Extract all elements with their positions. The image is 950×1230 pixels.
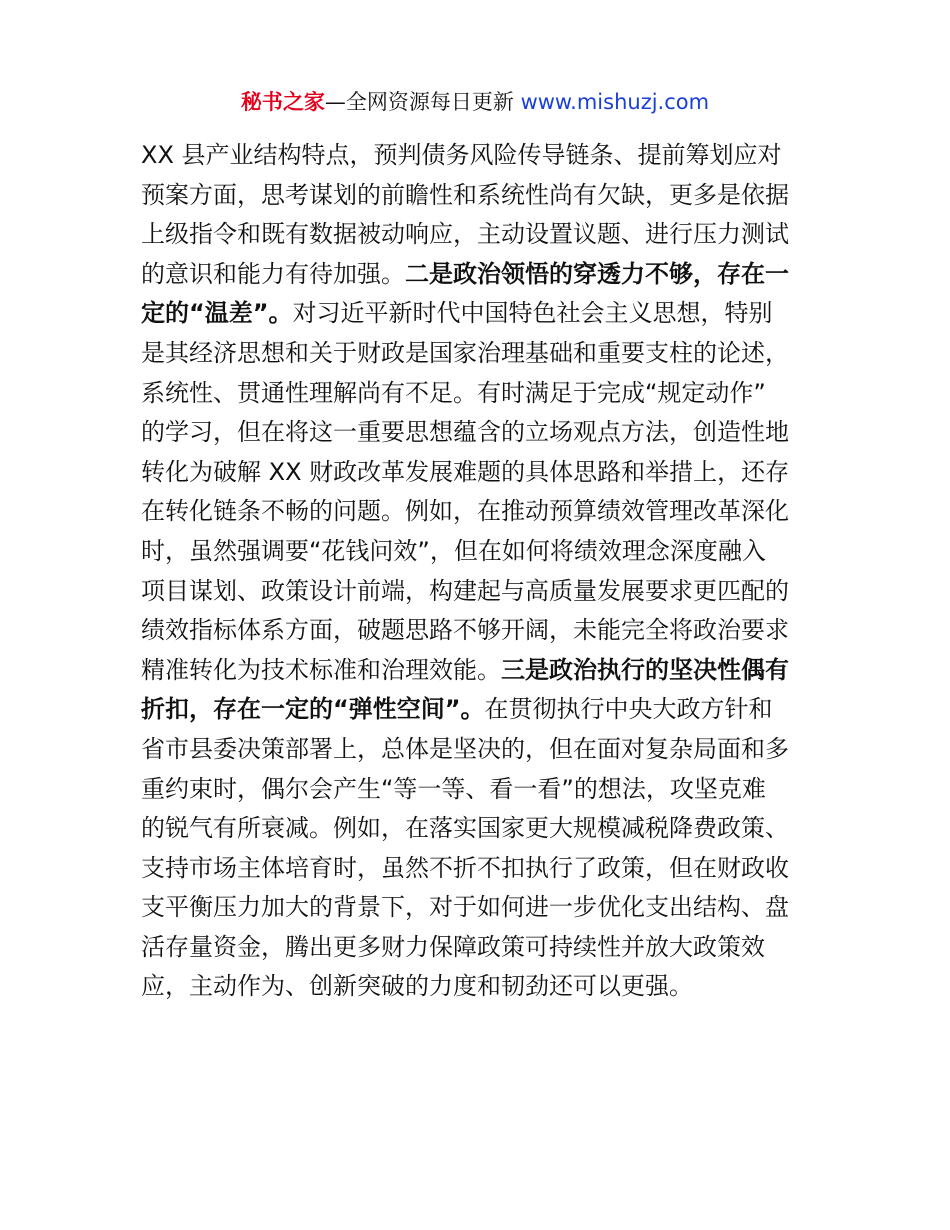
site-url-link[interactable]: www.mishuzj.com <box>520 90 710 114</box>
text-run: 项目谋划、政策设计前端，构建起与高质量发展要求更匹配的 <box>141 576 789 605</box>
text-run: 转化为破解 XX 财政改革发展难题的具体思路和举措上，还存 <box>141 457 790 486</box>
text-line <box>141 413 813 453</box>
text-line <box>141 532 813 572</box>
text-line <box>141 492 813 532</box>
text-run: 省市县委决策部署上，总体是坚决的，但在面对复杂局面和多 <box>141 734 789 763</box>
text-run: 活存量资金，腾出更多财力保障政策可持续性并放大政策效 <box>141 932 765 961</box>
bold-heading-run: 折扣，存在一定的“弹性空间”。 <box>141 695 485 724</box>
text-run: 上级指令和既有数据被动响应，主动设置议题、进行压力测试 <box>141 220 789 249</box>
text-run: 支平衡压力加大的背景下，对于如何进一步优化支出结构、盘 <box>141 893 789 922</box>
text-line <box>141 572 813 612</box>
text-line <box>141 770 813 810</box>
text-line <box>141 374 813 414</box>
text-line <box>141 334 813 374</box>
text-run: 时，虽然强调要“花钱问效”，但在如何将绩效理念深度融入 <box>141 536 766 565</box>
text-line <box>141 453 813 493</box>
bold-heading-run: 三是政治执行的坚决性偶有 <box>501 655 789 684</box>
text-line <box>141 888 813 928</box>
text-run: 精准转化为技术标准和治理效能。 <box>141 655 501 684</box>
text-run: 是其经济思想和关于财政是国家治理基础和重要支柱的论述， <box>141 338 789 367</box>
text-run: 的学习，但在将这一重要思想蕴含的立场观点方法，创造性地 <box>141 418 789 447</box>
text-line <box>141 611 813 651</box>
text-line <box>141 849 813 889</box>
text-run: 支持市场主体培育时，虽然不折不扣执行了政策，但在财政收 <box>141 853 789 882</box>
text-run: 的意识和能力有待加强。 <box>141 259 405 288</box>
text-line <box>141 809 813 849</box>
text-line <box>141 215 813 255</box>
text-run: 应，主动作为、创新突破的力度和韧劲还可以更强。 <box>141 972 693 1001</box>
text-line <box>141 255 813 295</box>
text-run: 系统性、贯通性理解尚有不足。有时满足于完成“规定动作” <box>141 378 766 407</box>
text-run: 重约束时，偶尔会产生“等一等、看一看”的想法，攻坚克难 <box>141 774 766 803</box>
document-body <box>141 136 813 1007</box>
text-run: 预案方面，思考谋划的前瞻性和系统性尚有欠缺，更多是依据 <box>141 180 789 209</box>
text-line <box>141 730 813 770</box>
text-line <box>141 294 813 334</box>
text-line <box>141 176 813 216</box>
text-line <box>141 928 813 968</box>
page-header <box>0 86 950 118</box>
text-line <box>141 136 813 176</box>
bold-heading-run: 定的“温差”。 <box>141 299 293 328</box>
text-line <box>141 967 813 1007</box>
text-run: 在转化链条不畅的问题。例如，在推动预算绩效管理改革深化 <box>141 497 789 526</box>
text-run: 绩效指标体系方面，破题思路不够开阔，未能完全将政治要求 <box>141 616 789 645</box>
text-run: 在贯彻执行中央大政方针和 <box>484 695 773 724</box>
brand-name: 秘书之家 <box>240 90 325 114</box>
header-tagline: —全网资源每日更新 <box>324 90 521 114</box>
text-line <box>141 651 813 691</box>
text-run: 的锐气有所衰减。例如，在落实国家更大规模减税降费政策、 <box>141 814 789 843</box>
text-run: XX 县产业结构特点，预判债务风险传导链条、提前筹划应对 <box>141 141 782 169</box>
text-run: 对习近平新时代中国特色社会主义思想，特别 <box>292 299 773 328</box>
text-line <box>141 690 813 730</box>
bold-heading-run: 二是政治领悟的穿透力不够，存在一 <box>405 259 789 288</box>
